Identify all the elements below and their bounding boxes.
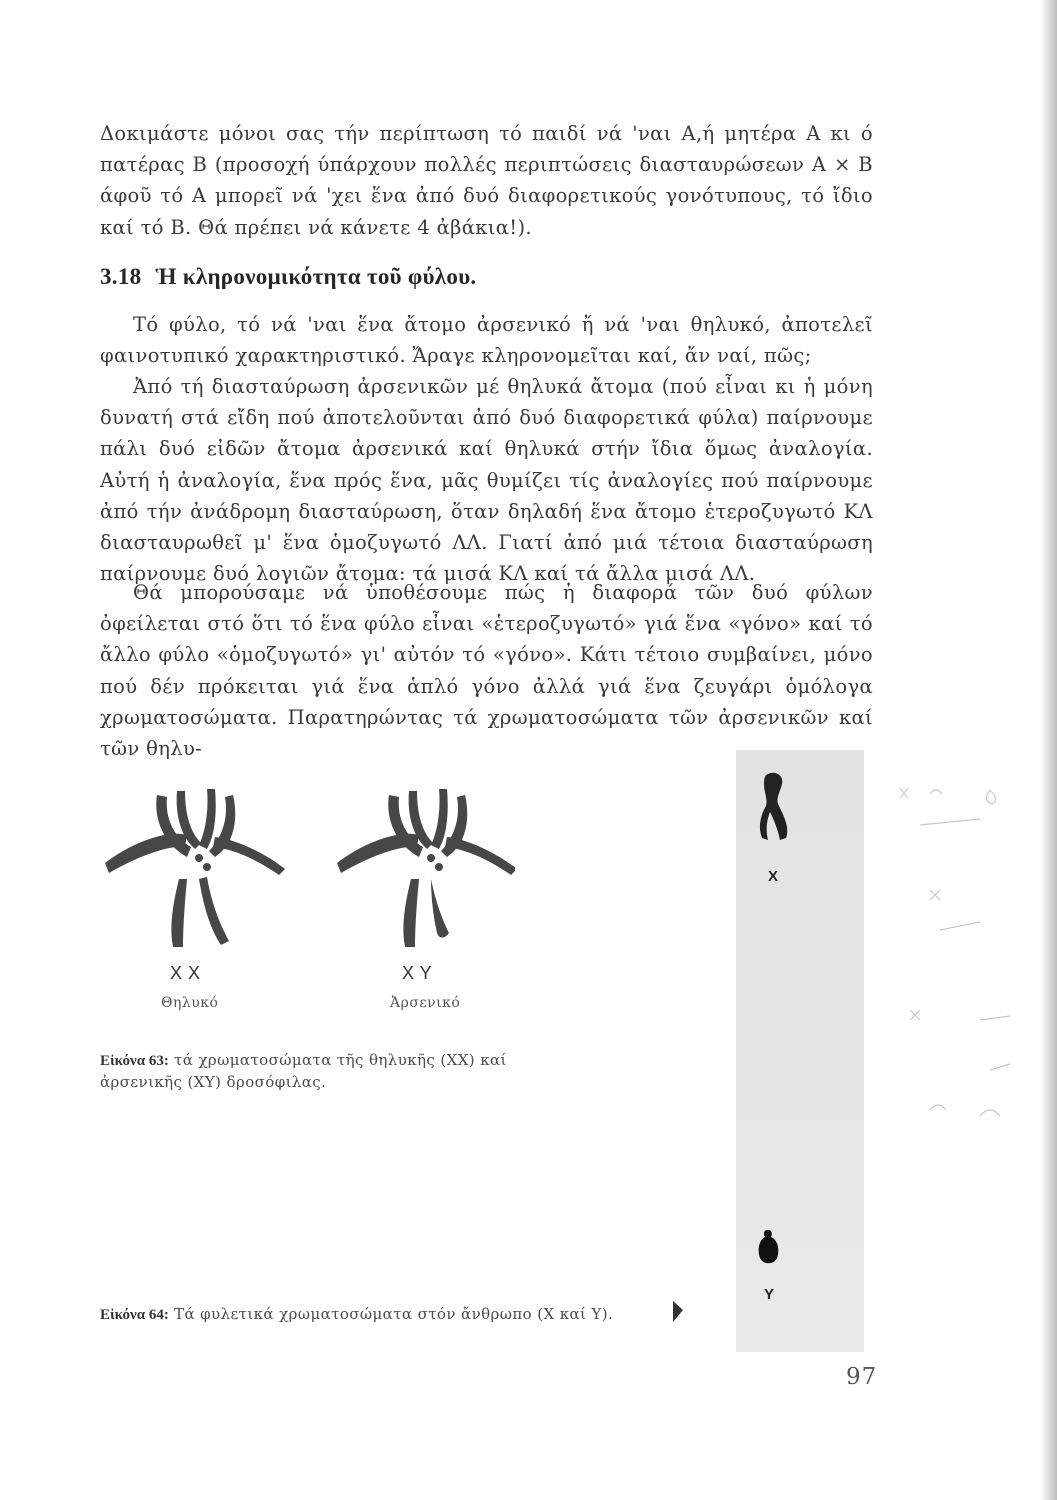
male-chromosome-labels: X Y bbox=[402, 963, 433, 983]
female-dot-chromosome-1 bbox=[195, 854, 203, 862]
x-chromosome-shape bbox=[756, 772, 796, 852]
male-dot-chromosome-2 bbox=[435, 863, 443, 871]
female-chromosome-labels: X X bbox=[170, 963, 201, 983]
section-number: 3.18 bbox=[100, 264, 142, 289]
male-chromosome-mid-right bbox=[431, 789, 448, 849]
male-y-chromosome bbox=[431, 879, 449, 938]
female-x-chromosome-2 bbox=[199, 877, 229, 945]
x-chromosome-label: X bbox=[768, 868, 779, 885]
female-dot-chromosome-2 bbox=[203, 863, 211, 871]
paragraph-intro: Δοκιμάστε μόνοι σας τήν περίπτωση τό παιδί νά 'ναι Α,ή μητέρα Α κι ό πατέρας Β (προσοχή ύπάρχουν πολλές περιπτώσεις διασταυρώσεων Α × Β άφοῦ τό Α μπορεῖ νά 'χει ἕνα ἀπό δυό διαφορετικούς γονότυπους, τό ἴδιο καί τό Β. Θά πρέπει νά κάνετε 4 ἀβάκια!). bbox=[100, 122, 873, 239]
y-chromosome-label: Y bbox=[764, 1286, 775, 1303]
figure-64-caption-text: Τά φυλετικά χρωματοσώματα στόν ἄνθρωπο (Χ καί Υ). bbox=[174, 1305, 614, 1323]
male-karyotype bbox=[337, 789, 515, 947]
figure-64-caption bbox=[100, 1304, 680, 1326]
male-chromosome-right-v bbox=[445, 837, 515, 875]
arrow-marker-icon bbox=[672, 1300, 684, 1324]
page-edge bbox=[1040, 0, 1057, 1500]
section-title: Ἡ κληρονομικότητα τοῦ φύλου. bbox=[155, 264, 477, 289]
female-chromosome-right-v bbox=[213, 837, 285, 875]
female-chromosome-mid-right bbox=[199, 789, 216, 849]
drosophila-chromosomes-figure bbox=[95, 775, 515, 975]
male-label: Ἀρσενικό bbox=[390, 995, 461, 1011]
male-x-chromosome bbox=[403, 879, 419, 947]
paragraph-sex-phenotype: Τό φύλο, τό νά 'ναι ἕνα ἄτομο ἀρσενικό ἤ νά 'ναι θηλυκό, ἀποτελεῖ φαινοτυπικό χαρακτηριστικό. Ἄραγε κληρονομεῖται καί, ἄν ναί, πῶς; bbox=[100, 313, 873, 368]
female-karyotype bbox=[105, 789, 285, 947]
section-heading bbox=[100, 264, 477, 290]
page-number: 97 bbox=[846, 1364, 878, 1390]
female-label: Θηλυκό bbox=[161, 995, 219, 1011]
figure-63-caption-text: τά χρωματοσώματα τῆς θηλυκῆς (ΧΧ) καί ἀρσενικῆς (ΧΥ) δροσόφιλας. bbox=[100, 1051, 507, 1091]
y-chromosome-shape bbox=[754, 1228, 784, 1268]
figure-63-caption bbox=[100, 1050, 570, 1093]
figure-64-caption-label: Εἰκόνα 64: bbox=[100, 1307, 169, 1323]
paragraph-cross: Ἀπό τή διασταύρωση ἀρσενικῶν μέ θηλυκά ἄτομα (πού εἶναι κι ἡ μόνη δυνατή στά εἴδη πού ἀποτελοῦνται ἀπό δυό διαφορετικά φύλα) παίρνουμε πάλι δυό εἰδῶν ἄτομα ἀρσενικά καί θηλυκά στήν ἴδια ὅμως ἀναλογία. Αὐτή ἡ ἀναλογία, ἕνα πρός ἕνα, μᾶς θυμίζει τίς ἀναλογίες πού παίρνουμε ἀπό τήν ἀνάδρομη διασταύρωση, ὅταν δηλαδή ἕνα ἄτομο ἑτεροζυγωτό ΚΛ διασταυρωθεῖ μ' ἕνα ὁμοζυγωτό ΛΛ. Γιατί ἀπό μιά τέτοια διασταύρωση παίρνουμε δυό λογιῶν ἄτομα: τά μισά ΚΛ καί τά ἄλλα μισά ΛΛ. bbox=[100, 375, 873, 586]
paragraph-hypothesis: Θά μπορούσαμε νά ὑποθέσουμε πώς ἡ διαφορά τῶν δυό φύλων ὀφείλεται στό ὅτι τό ἕνα φύλο εἶναι «ἑτεροζυγωτό» γιά ἕνα «γόνο» καί τό ἄλλο φύλο «ὁμοζυγωτό» γι' αὐτόν τό «γόνο». Κάτι τέτοιο συμβαίνει, μόνο πού δέν πρόκειται γιά ἕνα ἁπλό γόνο ἀλλά γιά ἕνα ζευγάρι ὁμόλογα χρωματοσώματα. Παρατηρώντας τά χρωματοσώματα τῶν ἀρσενικῶν καί τῶν θηλυ- bbox=[100, 581, 873, 761]
male-dot-chromosome-1 bbox=[427, 854, 435, 862]
pencil-marks bbox=[890, 780, 1030, 1140]
female-x-chromosome-1 bbox=[171, 879, 187, 947]
human-sex-chromosomes-photo bbox=[736, 750, 864, 1352]
figure-63-caption-label: Εἰκόνα 63: bbox=[100, 1053, 169, 1069]
